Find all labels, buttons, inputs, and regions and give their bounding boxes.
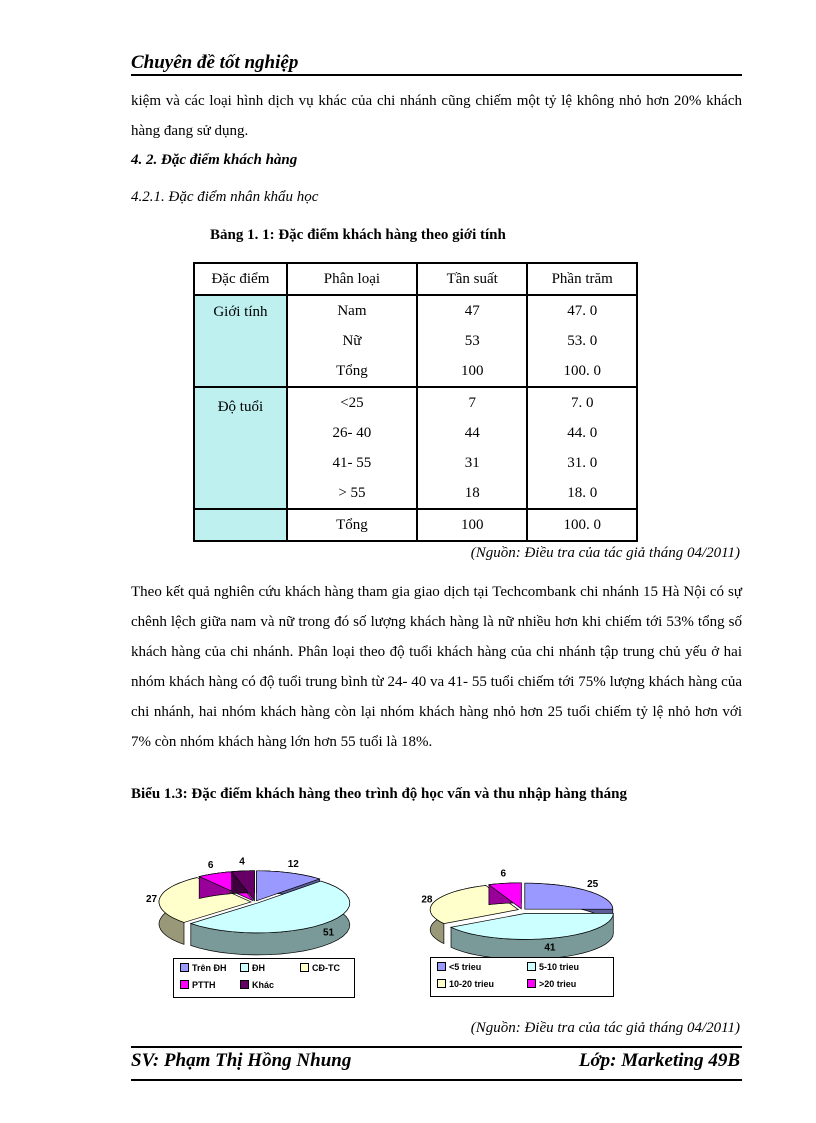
- data-label: 6: [207, 860, 214, 871]
- table-cell: 7: [468, 395, 476, 411]
- table-cell: 44: [464, 425, 480, 441]
- table-cell: Nữ: [342, 333, 362, 349]
- table-source: (Nguồn: Điều tra của tác giả tháng 04/2011): [470, 545, 740, 561]
- figure-source: (Nguồn: Điều tra của tác giả tháng 04/2011): [470, 1020, 740, 1036]
- legend-item: [180, 963, 227, 973]
- table-cell: Tổng: [336, 517, 368, 533]
- legend-label: CĐ-TC: [312, 963, 340, 973]
- data-label: 25: [587, 879, 599, 891]
- table-cell: 7. 0: [570, 395, 594, 411]
- table-cell: 31. 0: [567, 455, 598, 471]
- legend-label: PTTH: [192, 980, 216, 990]
- table-row: [194, 295, 637, 387]
- page-header-title: Chuyên đề tốt nghiệp: [131, 52, 299, 73]
- table-cell: 18. 0: [567, 485, 598, 501]
- income-legend: [430, 957, 614, 997]
- table-header-cell: Phân loại: [323, 271, 381, 287]
- legend-item: [527, 979, 576, 989]
- group-label: Giới tính: [213, 304, 268, 320]
- table-cell: 53: [464, 333, 480, 349]
- legend-item: [527, 962, 579, 972]
- data-label: 6: [500, 868, 507, 880]
- table-cell: 47: [464, 303, 480, 319]
- education-legend: [173, 958, 355, 998]
- footer-rule-bottom: [131, 1079, 742, 1081]
- pie-slice: [451, 913, 613, 959]
- section-heading: 4. 2. Đặc điểm khách hàng: [131, 152, 298, 168]
- data-label: 27: [145, 894, 158, 905]
- legend-swatch: [437, 979, 446, 988]
- legend-swatch: [527, 979, 536, 988]
- legend-item: [180, 980, 216, 990]
- legend-item: [240, 980, 274, 990]
- legend-item: [437, 962, 481, 972]
- legend-item: [437, 979, 494, 989]
- table-cell: 100: [460, 363, 484, 379]
- table-header-cell: Phần trăm: [551, 271, 613, 287]
- table-cell: 100. 0: [563, 517, 601, 533]
- data-label: 28: [421, 894, 433, 906]
- table-cell: 47. 0: [567, 303, 598, 319]
- table-caption: Bảng 1. 1: Đặc điểm khách hàng theo giới tính: [210, 227, 506, 243]
- table-total-row: [194, 509, 637, 541]
- customer-characteristics-table: [193, 262, 638, 542]
- table-cell: Tổng: [336, 363, 368, 379]
- table-cell: 100. 0: [563, 363, 601, 379]
- body-paragraph: Theo kết quả nghiên cứu khách hàng tham gia giao dịch tại Techcombank chi nhánh 15 Hà Nội có sự chênh lệch giữa nam và nữ trong đó số lượng khách hàng là nữ nhiều hơn khi chiếm tới 53% tổng số khách hàng của chi nhánh. Phân loại theo độ tuổi khách hàng của chi nhánh tập trung chủ yếu ở hai nhóm khách hàng có độ tuổi trung bình từ 24- 40 va 41- 55 tuổi chiếm tới 75% lượng khách hàng của chi nhánh, hai nhóm khách hàng còn lại nhóm khách hàng nhỏ hơn 25 tuổi chiếm tỷ lệ nhỏ hơn với 7% còn nhóm khách hàng lớn hơn 55 tuổi là 18%.: [131, 584, 742, 750]
- legend-label: ĐH: [252, 963, 265, 973]
- legend-swatch: [180, 980, 189, 989]
- legend-swatch: [300, 963, 309, 972]
- intro-paragraph: kiệm và các loại hình dịch vụ khác của chi nhánh cũng chiếm một tỷ lệ không nhỏ hơn 20% khách hàng đang sử dụng.: [131, 93, 742, 139]
- footer-student: SV: Phạm Thị Hồng Nhung: [131, 1050, 352, 1071]
- table-cell: 44. 0: [567, 425, 598, 441]
- legend-label: Trên ĐH: [192, 963, 227, 973]
- footer-rule: [131, 1046, 742, 1048]
- legend-swatch: [437, 962, 446, 971]
- table-cell: 53. 0: [567, 333, 598, 349]
- legend-label: 5-10 trieu: [539, 962, 580, 972]
- table-cell: Nam: [337, 303, 367, 319]
- data-label: 4: [239, 856, 245, 868]
- table-cell: 26- 40: [332, 425, 372, 441]
- table-header-cell: Đặc điểm: [211, 271, 270, 287]
- legend-swatch: [240, 963, 249, 972]
- table-cell: 18: [464, 485, 480, 501]
- table-header-cell: Tần suất: [446, 271, 498, 287]
- table-cell: <25: [340, 395, 364, 411]
- table-row: [194, 387, 637, 509]
- subsection-heading: 4.2.1. Đặc điểm nhân khẩu học: [131, 189, 319, 205]
- group-label: Độ tuổi: [217, 399, 264, 415]
- legend-label: <5 trieu: [449, 962, 482, 972]
- data-label: 51: [322, 927, 335, 939]
- table-cell: 31: [464, 455, 480, 471]
- education-pie-chart: [145, 840, 375, 965]
- table-header-row: [194, 263, 637, 295]
- legend-label: Khác: [252, 980, 275, 990]
- table-cell: 41- 55: [332, 455, 372, 471]
- footer-class: Lớp: Marketing 49B: [578, 1050, 740, 1071]
- legend-swatch: [240, 980, 249, 989]
- header-rule: [131, 74, 742, 76]
- table-cell: > 55: [338, 485, 366, 501]
- income-pie-chart: [410, 865, 635, 965]
- legend-item: [240, 963, 265, 973]
- data-label: 12: [287, 858, 299, 870]
- legend-swatch: [527, 962, 536, 971]
- legend-label: >20 trieu: [539, 979, 577, 989]
- legend-item: [300, 963, 340, 973]
- legend-swatch: [180, 963, 189, 972]
- empty-cell: [195, 510, 286, 540]
- figure-caption: Biểu 1.3: Đặc điểm khách hàng theo trình độ học vấn và thu nhập hàng tháng: [131, 786, 627, 802]
- table-cell: 100: [460, 517, 484, 533]
- data-label: 41: [544, 942, 556, 954]
- legend-label: 10-20 trieu: [449, 979, 495, 989]
